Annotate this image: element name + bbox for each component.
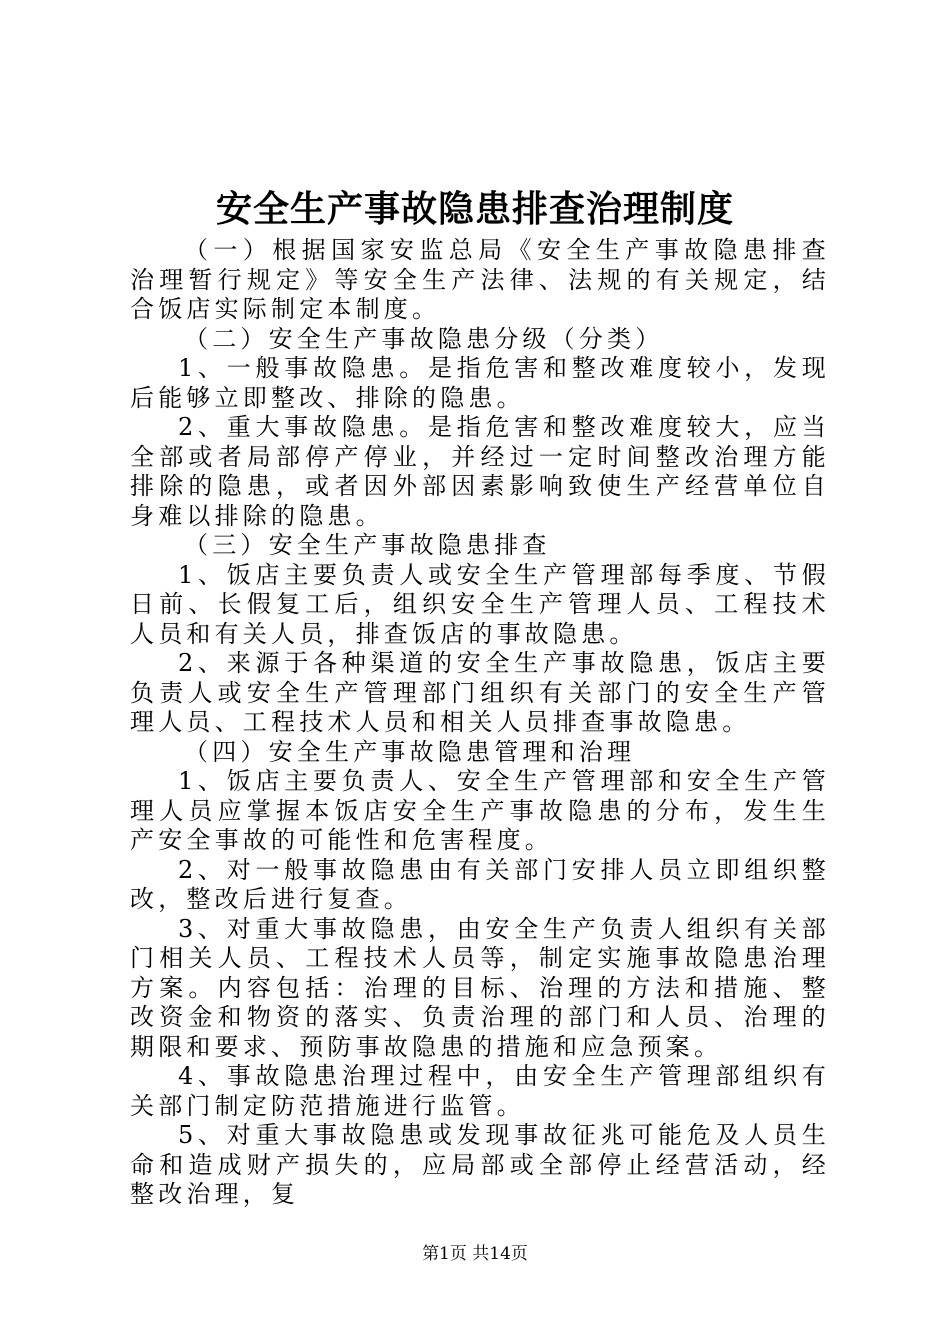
paragraph-1: （一）根据国家安监总局《安全生产事故隐患排查治理暂行规定》等安全生产法律、法规的有关规定，结合饭店实际制定本制度。 — [130, 236, 830, 323]
page-footer: 第1页 共14页 — [422, 1244, 528, 1264]
paragraph-10: 2、对一般事故隐患由有关部门安排人员立即组织整改，整改后进行复查。 — [130, 855, 830, 913]
section-heading-3: （三）安全生产事故隐患排查 — [184, 531, 551, 559]
section-heading-4: （四）安全生产事故隐患管理和治理 — [184, 737, 636, 766]
paragraph-3: 1、一般事故隐患。是指危害和整改难度较小，发现后能够立即整改、排除的隐患。 — [130, 354, 830, 412]
paragraph-9: 1、饭店主要负责人、安全生产管理部和安全生产管理人员应掌握本饭店安全生产事故隐患的分布，发生生产安全事故的可能性和危害程度。 — [130, 767, 830, 854]
paragraph-12: 4、事故隐患治理过程中，由安全生产管理部组织有关部门制定防范措施进行监管。 — [130, 1062, 830, 1120]
paragraph-11: 3、对重大事故隐患，由安全生产负责人组织有关部门相关人员、工程技术人员等，制定实施事故隐患治理方案。内容包括：治理的目标、治理的方法和措施、整改资金和物资的落实、负责治理的部门和人员、治理的期限和要求、预防事故隐患的措施和应急预案。 — [130, 914, 830, 1061]
document-title: 安全生产事故隐患排查治理制度 — [215, 188, 734, 230]
paragraph-6: 1、饭店主要负责人或安全生产管理部每季度、节假日前、长假复工后，组织安全生产管理人员、工程技术人员和有关人员，排查饭店的事故隐患。 — [130, 560, 830, 648]
document-body — [130, 236, 830, 1210]
paragraph-4: 2、重大事故隐患。是指危害和整改难度较大，应当全部或者局部停产停业，并经过一定时间整改治理方能排除的隐患，或者因外部因素影响致使生产经营单位自身难以排除的隐患。 — [130, 413, 830, 530]
paragraph-13: 5、对重大事故隐患或发现事故征兆可能危及人员生命和造成财产损失的，应局部或全部停止经营活动，经整改治理，复 — [130, 1121, 830, 1208]
paragraph-7: 2、来源于各种渠道的安全生产事故隐患，饭店主要负责人或安全生产管理部门组织有关部门的安全生产管理人员、工程技术人员和相关人员排查事故隐患。 — [130, 649, 830, 736]
section-heading-2: （二）安全生产事故隐患分级（分类） — [184, 324, 664, 353]
